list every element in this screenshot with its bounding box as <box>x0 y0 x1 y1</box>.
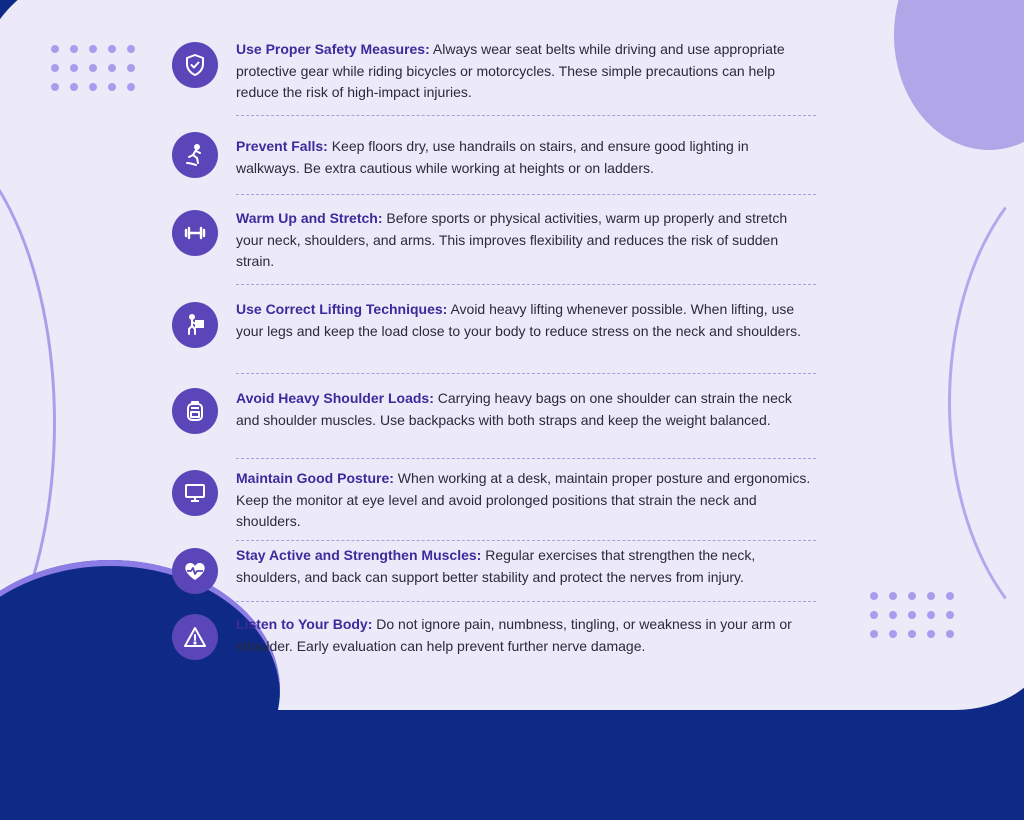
monitor-icon <box>172 470 218 516</box>
tip-body: Before sports or physical activities, warm up properly and stretch your neck, shoulders, and arms. This improves flexibility and reduces the risk of sudden strain. <box>236 210 788 269</box>
lifting-box-icon <box>172 302 218 348</box>
tip-text <box>236 136 816 179</box>
tip-body: Regular exercises that strengthen the neck, shoulders, and back can support better stability and protect the nerves from injury. <box>236 547 756 585</box>
tip-body: Always wear seat belts while driving and use appropriate protective gear while riding bicycles or motorcycles. These simple precautions can help reduce the risk of high-impact injuries. <box>236 41 785 100</box>
tip-text <box>236 208 816 273</box>
dumbbell-icon <box>172 210 218 256</box>
divider <box>236 284 816 285</box>
divider <box>236 540 816 541</box>
tip-title: Warm Up and Stretch: <box>236 210 383 226</box>
tip-body: Avoid heavy lifting whenever possible. When lifting, use your legs and keep the load close to your body to reduce stress on the neck and shoulders. <box>236 301 802 339</box>
tip-text <box>236 388 816 431</box>
tip-text <box>236 468 816 533</box>
tip-text <box>236 39 816 104</box>
tip-body: Carrying heavy bags on one shoulder can strain the neck and shoulder muscles. Use backpacks with both straps and keep the weight balanced. <box>236 390 792 428</box>
tip-body: Do not ignore pain, numbness, tingling, or weakness in your arm or shoulder. Early evaluation can help prevent further nerve damage. <box>236 616 792 654</box>
tip-title: Avoid Heavy Shoulder Loads: <box>236 390 434 406</box>
tip-title: Use Proper Safety Measures: <box>236 41 430 57</box>
divider <box>236 373 816 374</box>
backpack-icon <box>172 388 218 434</box>
tip-title: Use Correct Lifting Techniques: <box>236 301 448 317</box>
slip-fall-icon <box>172 132 218 178</box>
divider <box>236 194 816 195</box>
warning-icon <box>172 614 218 660</box>
tip-body: When working at a desk, maintain proper posture and ergonomics. Keep the monitor at eye level and avoid prolonged positions that strain the neck and shoulders. <box>236 470 811 529</box>
heart-pulse-icon <box>172 548 218 594</box>
tip-text <box>236 545 816 588</box>
tip-title: Prevent Falls: <box>236 138 328 154</box>
tip-text <box>236 299 816 342</box>
divider <box>236 458 816 459</box>
tip-text <box>236 614 816 657</box>
decorative-dots-top-left <box>51 45 135 91</box>
shield-check-icon <box>172 42 218 88</box>
tip-body: Keep floors dry, use handrails on stairs, and ensure good lighting in walkways. Be extra cautious while working at heights or on ladders. <box>236 138 749 176</box>
tip-title: Stay Active and Strengthen Muscles: <box>236 547 482 563</box>
divider <box>236 601 816 602</box>
tip-title: Listen to Your Body: <box>236 616 373 632</box>
tip-title: Maintain Good Posture: <box>236 470 394 486</box>
divider <box>236 115 816 116</box>
decorative-dots-bottom-right <box>870 592 954 638</box>
